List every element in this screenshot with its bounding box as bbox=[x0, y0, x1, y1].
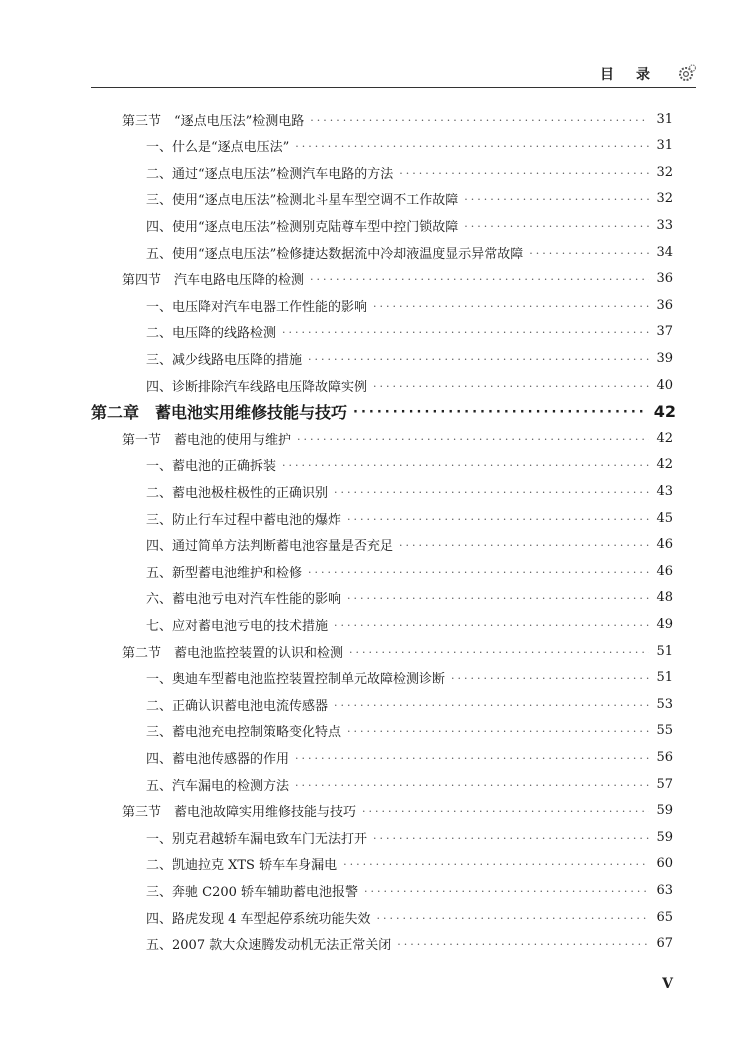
toc-entry-title: 二、电压降的线路检测 bbox=[146, 326, 277, 342]
toc-entry-page: 53 bbox=[656, 696, 673, 712]
toc-entry-section[interactable] bbox=[0, 639, 750, 663]
dot-leader bbox=[353, 405, 648, 420]
toc-entry-title: 二、凯迪拉克 XTS 轿车车身漏电 bbox=[146, 858, 338, 874]
dot-leader bbox=[464, 193, 649, 206]
toc-entry-page: 42 bbox=[653, 402, 676, 422]
dot-leader bbox=[308, 566, 649, 579]
toc-entry-page: 32 bbox=[656, 191, 673, 207]
dot-leader bbox=[295, 140, 649, 153]
toc-entry-title: 四、路虎发现 4 车型起停系统功能失效 bbox=[146, 911, 371, 927]
dot-leader bbox=[373, 380, 649, 393]
toc-entry-item[interactable] bbox=[0, 666, 750, 690]
toc-entry-title: 三、蓄电池充电控制策略变化特点 bbox=[146, 725, 342, 741]
dot-leader bbox=[334, 699, 649, 712]
toc-entry-title: 三、使用“逐点电压法”检测北斗星车型空调不工作故障 bbox=[146, 193, 459, 209]
toc-entry-title: 第三节 “逐点电压法”检测电路 bbox=[122, 113, 305, 129]
toc-entry-title: 六、蓄电池亏电对汽车性能的影响 bbox=[146, 592, 342, 608]
dot-leader bbox=[397, 938, 649, 951]
toc-entry-item[interactable] bbox=[0, 346, 750, 370]
toc-entry-title: 一、什么是“逐点电压法” bbox=[146, 140, 290, 156]
dot-leader bbox=[362, 805, 649, 818]
toc-entry-title: 第一节 蓄电池的使用与维护 bbox=[122, 432, 292, 448]
toc-entry-item[interactable] bbox=[0, 134, 750, 158]
dot-leader bbox=[343, 858, 649, 871]
toc-entry-title: 三、奔驰 C200 轿车辅助蓄电池报警 bbox=[146, 884, 359, 900]
dot-leader bbox=[377, 912, 649, 925]
toc-entry-page: 36 bbox=[656, 271, 673, 287]
toc-entry-page: 65 bbox=[656, 909, 673, 925]
toc-entry-page: 32 bbox=[656, 164, 673, 180]
toc-entry-page: 56 bbox=[656, 749, 673, 765]
toc-entry-page: 59 bbox=[656, 803, 673, 819]
toc-entry-item[interactable] bbox=[0, 612, 750, 636]
toc-entry-page: 46 bbox=[656, 563, 673, 579]
toc-entry-page: 51 bbox=[656, 670, 673, 686]
toc-entry-title: 四、诊断排除汽车线路电压降故障实例 bbox=[146, 379, 368, 395]
toc-entry-title: 五、汽车漏电的检测方法 bbox=[146, 778, 290, 794]
dot-leader bbox=[451, 672, 649, 685]
toc-entry-item[interactable] bbox=[0, 213, 750, 237]
toc-entry-section[interactable] bbox=[0, 107, 750, 131]
dot-leader bbox=[295, 752, 649, 765]
toc-entry-title: 四、蓄电池传感器的作用 bbox=[146, 751, 290, 767]
dot-leader bbox=[308, 353, 649, 366]
toc-entry-page: 31 bbox=[656, 111, 673, 127]
dot-leader bbox=[373, 300, 649, 313]
header-title: 目录 bbox=[600, 67, 672, 83]
toc-entry-item[interactable] bbox=[0, 453, 750, 477]
dot-leader bbox=[347, 513, 649, 526]
dot-leader bbox=[373, 832, 649, 845]
toc-entry-item[interactable] bbox=[0, 559, 750, 583]
toc-entry-item[interactable] bbox=[0, 878, 750, 902]
toc-entry-item[interactable] bbox=[0, 160, 750, 184]
toc-entry-page: 34 bbox=[656, 244, 673, 260]
dot-leader bbox=[310, 273, 649, 286]
gear-icon bbox=[678, 64, 696, 82]
toc-entry-page: 67 bbox=[656, 936, 673, 952]
toc-entry-item[interactable] bbox=[0, 293, 750, 317]
toc-entry-page: 42 bbox=[656, 430, 673, 446]
toc-entry-title: 四、使用“逐点电压法”检测别克陆尊车型中控门锁故障 bbox=[146, 219, 459, 235]
dot-leader bbox=[295, 779, 649, 792]
toc-entry-page: 42 bbox=[656, 457, 673, 473]
toc-entry-item[interactable] bbox=[0, 932, 750, 956]
toc-entry-page: 51 bbox=[656, 643, 673, 659]
toc-entry-item[interactable] bbox=[0, 373, 750, 397]
toc-entry-title: 四、通过简单方法判断蓄电池容量是否充足 bbox=[146, 539, 394, 555]
toc-entry-page: 37 bbox=[656, 324, 673, 340]
toc-entry-title: 一、蓄电池的正确拆装 bbox=[146, 459, 277, 475]
toc-entry-page: 59 bbox=[656, 829, 673, 845]
dot-leader bbox=[347, 725, 649, 738]
dot-leader bbox=[297, 433, 649, 446]
toc-entry-section[interactable] bbox=[0, 426, 750, 450]
toc-entry-title: 二、正确认识蓄电池电流传感器 bbox=[146, 698, 329, 714]
toc-entry-item[interactable] bbox=[0, 240, 750, 264]
toc-entry-title: 一、奥迪车型蓄电池监控装置控制单元故障检测诊断 bbox=[146, 672, 446, 688]
toc-entry-item[interactable] bbox=[0, 852, 750, 876]
toc-entry-title: 五、新型蓄电池维护和检修 bbox=[146, 565, 303, 581]
toc-entry-item[interactable] bbox=[0, 187, 750, 211]
toc-entry-item[interactable] bbox=[0, 692, 750, 716]
toc-entry-page: 31 bbox=[656, 138, 673, 154]
dot-leader bbox=[399, 539, 649, 552]
toc-entry-section[interactable] bbox=[0, 267, 750, 291]
toc-entry-title: 三、减少线路电压降的措施 bbox=[146, 352, 303, 368]
toc-entry-page: 48 bbox=[656, 590, 673, 606]
toc-entry-title: 第二节 蓄电池监控装置的认识和检测 bbox=[122, 645, 344, 661]
toc-entry-page: 63 bbox=[656, 882, 673, 898]
dot-leader bbox=[282, 459, 649, 472]
toc-entry-page: 46 bbox=[656, 537, 673, 553]
running-header bbox=[91, 58, 696, 88]
toc-entry-item[interactable] bbox=[0, 825, 750, 849]
toc-entry-page: 60 bbox=[656, 856, 673, 872]
toc-entry-page: 40 bbox=[656, 377, 673, 393]
dot-leader bbox=[310, 114, 649, 127]
toc-entry-title: 二、蓄电池极柱极性的正确识别 bbox=[146, 485, 329, 501]
toc-entry-page: 43 bbox=[656, 483, 673, 499]
toc-entry-page: 57 bbox=[656, 776, 673, 792]
toc-entry-title: 二、通过“逐点电压法”检测汽车电路的方法 bbox=[146, 166, 394, 182]
toc-entry-section[interactable] bbox=[0, 799, 750, 823]
toc-entry-title: 一、别克君越轿车漏电致车门无法打开 bbox=[146, 831, 368, 847]
toc-entry-title: 五、2007 款大众速腾发动机无法正常关闭 bbox=[146, 938, 392, 954]
page-number: V bbox=[662, 976, 673, 992]
toc-entry-item[interactable] bbox=[0, 772, 750, 796]
dot-leader bbox=[464, 220, 649, 233]
toc-entry-page: 45 bbox=[656, 510, 673, 526]
toc-entry-chapter[interactable] bbox=[0, 400, 750, 424]
toc-entry-page: 33 bbox=[656, 217, 673, 233]
toc-entry-item[interactable] bbox=[0, 905, 750, 929]
dot-leader bbox=[364, 885, 649, 898]
dot-leader bbox=[347, 592, 649, 605]
toc-entry-item[interactable] bbox=[0, 320, 750, 344]
toc-entry-item[interactable] bbox=[0, 533, 750, 557]
toc-entry-title: 七、应对蓄电池亏电的技术措施 bbox=[146, 618, 329, 634]
toc-entry-item[interactable] bbox=[0, 719, 750, 743]
dot-leader bbox=[399, 167, 649, 180]
toc-entry-page: 36 bbox=[656, 297, 673, 313]
toc-entry-item[interactable] bbox=[0, 745, 750, 769]
dot-leader bbox=[529, 247, 649, 260]
toc-entry-item[interactable] bbox=[0, 479, 750, 503]
dot-leader bbox=[334, 486, 649, 499]
dot-leader bbox=[334, 619, 649, 632]
toc-entry-item[interactable] bbox=[0, 586, 750, 610]
toc-entry-title: 第四节 汽车电路电压降的检测 bbox=[122, 273, 305, 289]
toc-entry-page: 49 bbox=[656, 616, 673, 632]
toc-entry-title: 一、电压降对汽车电器工作性能的影响 bbox=[146, 299, 368, 315]
toc-entry-page: 39 bbox=[656, 350, 673, 366]
header-rule bbox=[91, 87, 696, 88]
toc-entry-title: 三、防止行车过程中蓄电池的爆炸 bbox=[146, 512, 342, 528]
toc-entry-item[interactable] bbox=[0, 506, 750, 530]
toc-entry-title: 第三节 蓄电池故障实用维修技能与技巧 bbox=[122, 805, 357, 821]
dot-leader bbox=[349, 646, 649, 659]
toc-entry-page: 55 bbox=[656, 723, 673, 739]
toc-entry-title: 第二章 蓄电池实用维修技能与技巧 bbox=[91, 403, 348, 423]
dot-leader bbox=[282, 326, 649, 339]
toc-entry-title: 五、使用“逐点电压法”检修捷达数据流中冷却液温度显示异常故障 bbox=[146, 246, 524, 262]
